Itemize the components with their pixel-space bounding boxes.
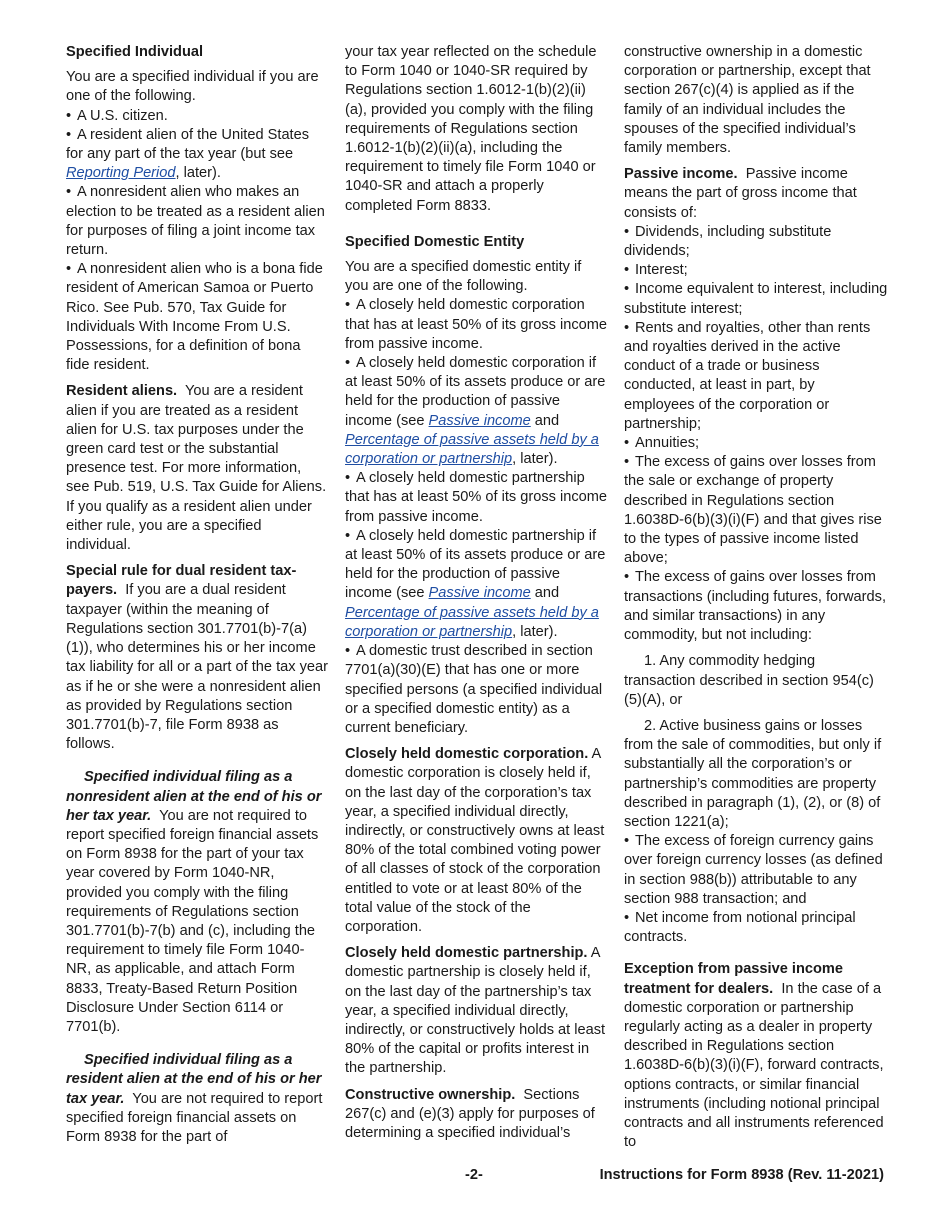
bullet-item: • Net income from notional principal contracts. xyxy=(624,909,856,946)
paragraph: You are a specified individual if you are one of the following. xyxy=(66,69,319,105)
numbered-item: 2. Active business gains or losses from the sale of commodities, but only if substantially all the corporation’s or partnership’s commodities are property described in paragraph (1), (2), or (8) of section 1221(a); xyxy=(624,717,882,830)
paragraph: your tax year reflected on the schedule to Form 1040 or 1040-SR required by Regulations section 1.6012-1(b)(2)(ii)(a), provided you comply with the filing requirements of Regulations section 1.6012-1(b)(2)(ii)(a), including the requirement to timely file Form 1040 or 1040-SR and attach a properly completed Form 8833. xyxy=(345,44,597,214)
link-percentage-passive-assets[interactable]: Percentage of passive assets held by a corporation or partnership xyxy=(345,431,599,468)
paragraph-closely-held-corporation: Closely held domestic corporation. A domestic corporation is closely held if, on the last day of the corporation’s tax year, a specified individual directly, indirectly, or constructively owns at least 80% of the total combined voting power of all classes of stock of the corporation entitled to vote or at least 80% of the total value of the stock of the corporation. xyxy=(345,746,605,935)
bullet-item: • A closely held domestic corporation if at least 50% of its assets produce or are held for the production of passive income (see Passive income and Percentage of passive assets held by a corporation or partnership, later). xyxy=(345,355,606,468)
numbered-item: 1. Any commodity hedging transaction described in section 954(c)(5)(A), or xyxy=(624,653,874,708)
bullet-item: • A closely held domestic partnership if at least 50% of its assets produce or are held for the production of passive income (see Passive income and Percentage of passive assets held by a corporation or partnership, later). xyxy=(345,527,606,640)
link-passive-income[interactable]: Passive income xyxy=(428,412,531,429)
bullet-item: • Annuities; xyxy=(624,435,700,452)
bullet-item: • Rents and royalties, other than rents and royalties derived in the active conduct of a trade or business conducted, at least in part, by employees of the corporation or partnership; xyxy=(624,319,871,432)
column-1 xyxy=(66,43,328,1154)
paragraph-dealer-exception: Exception from passive income treatment for dealers. In the case of a domestic corporation or partnership regularly acting as a dealer in property described in Regulations section 1.6038D-6(b)(3)(i)(F), forward contracts, options contracts, or similar financial instruments (including notional principal contracts and all instruments referenced to xyxy=(624,961,884,1151)
page-number: -2- xyxy=(465,1167,483,1183)
paragraph-closely-held-partnership: Closely held domestic partnership. A domestic partnership is closely held if, on the last day of the partnership’s tax year, a specified individual directly, indirectly, or constructively holds at least 80% of the capital or profits interest in the partnership. xyxy=(345,945,606,1077)
column-2 xyxy=(345,43,607,1150)
link-percentage-passive-assets[interactable]: Percentage of passive assets held by a corporation or partnership xyxy=(345,604,599,640)
link-passive-income[interactable]: Passive income xyxy=(428,585,531,602)
paragraph: You are a specified domestic entity if you are one of the following. xyxy=(345,259,582,295)
bullet-item: • A U.S. citizen. xyxy=(66,107,168,124)
heading-specified-individual: Specified Individual xyxy=(66,44,204,60)
bullet-item: • A closely held domestic partnership that has at least 50% of its gross income from passive income. xyxy=(345,470,608,525)
bullet-item: • Income equivalent to interest, including substitute interest; xyxy=(624,281,888,317)
bullet-item: • A resident alien of the United States for any part of the tax year (but see Reporting Period, later). xyxy=(66,126,310,182)
paragraph-constructive-ownership: Constructive ownership. Sections 267(c) and (e)(3) apply for purposes of determining a specified individual’s xyxy=(345,1086,595,1141)
page-footer xyxy=(0,1167,950,1185)
bullet-item: • Dividends, including substitute dividends; xyxy=(624,223,832,260)
paragraph-resident-aliens: Resident aliens. You are a resident alien if you are treated as a resident alien for U.S. tax purposes under the green card test or the substantial presence test. For more information, see Pub. 519, U.S. Tax Guide for Aliens. If you qualify as a resident alien under either rule, you are a specified individual. xyxy=(66,383,327,554)
bullet-item: • Interest; xyxy=(624,262,688,279)
bullet-item: • The excess of gains over losses from the sale or exchange of property described in Regulations section 1.6038D-6(b)(3)(i)(F) and that gives rise to the types of passive income listed above; xyxy=(624,454,882,567)
bullet-item: • A nonresident alien who makes an election to be treated as a resident alien for purposes of filing a joint income tax return. xyxy=(66,184,325,259)
bullet-item: • The excess of gains over losses from transactions (including futures, forwards, and similar transactions) in any commodity, but not including: xyxy=(624,569,886,644)
bullet-item: • A closely held domestic corporation that has at least 50% of its gross income from passive income. xyxy=(345,297,608,352)
paragraph-passive-income: Passive income. Passive income means the part of gross income that consists of: xyxy=(624,166,857,221)
link-reporting-period[interactable]: Reporting Period xyxy=(66,165,176,182)
paragraph-dual-resident: Special rule for dual resident tax-payers. If you are a dual resident taxpayer (within the meaning of Regulations section 301.7701(b)-7(a)(1)), who determines his or her income tax liability for all or a part of the tax year as if he or she were a nonresident alien as provided by Regulations section 301.7701(b)-7, file Form 8938 as follows. xyxy=(66,563,328,753)
paragraph-nonresident-filing: Specified individual filing as a nonresident alien at the end of his or her tax year. You are not required to report specified foreign financial assets on Form 8938 for the part of your tax year covered by Form 1040-NR, provided you comply with the filing requirements of Regulations section 301.7701(b)-7(b) and (c), including the requirement to timely file Form 1040-NR, as applicable, and attach Form 8833, Treaty-Based Return Position Disclosure Under Section 6114 or 7701(b). xyxy=(66,769,322,1035)
paragraph: constructive ownership in a domestic corporation or partnership, except that section 267(c)(4) is applied as if the family of an individual includes the spouses of the specified individual’s family members. xyxy=(624,44,871,157)
form-title: Instructions for Form 8938 (Rev. 11-2021) xyxy=(599,1167,884,1183)
column-3 xyxy=(624,43,888,1159)
bullet-item: • A domestic trust described in section 7701(a)(30)(E) that has one or more specified persons (a specified individual or a specified domestic entity) as a current beneficiary. xyxy=(345,643,603,736)
heading-specified-domestic-entity: Specified Domestic Entity xyxy=(345,233,525,250)
bullet-item: • A nonresident alien who is a bona fide resident of American Samoa or Puerto Rico. See Pub. 570, Tax Guide for Individuals With Income From U.S. Possessions, for a definition of bona fide resident. xyxy=(66,261,323,374)
bullet-item: • The excess of foreign currency gains over foreign currency losses (as defined in section 988(b)) attributable to any section 988 transaction; and xyxy=(624,833,883,907)
paragraph-resident-filing: Specified individual filing as a resident alien at the end of his or her tax year. You are not required to report specified foreign financial assets on Form 8938 for the part of xyxy=(66,1052,323,1145)
